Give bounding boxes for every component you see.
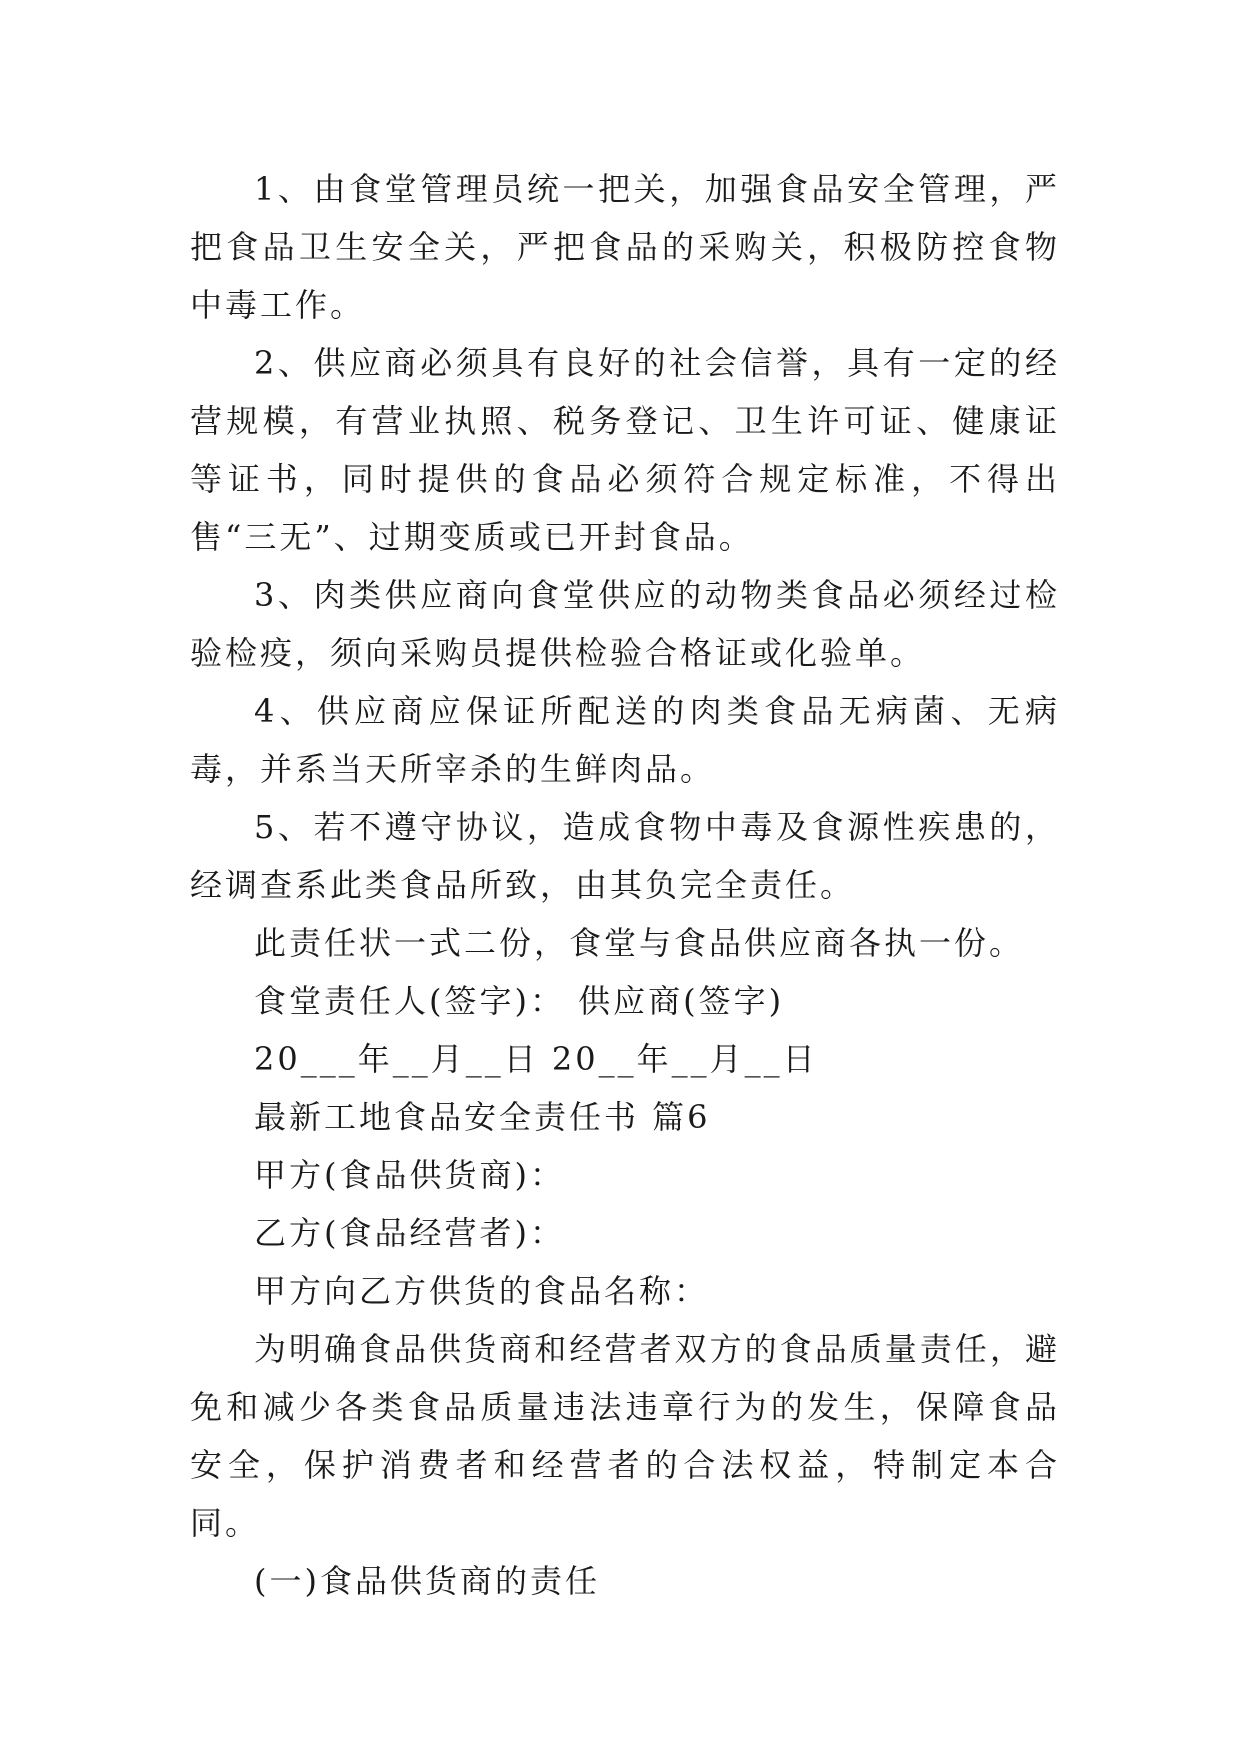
party-a-line: 甲方(食品供货商)： [254,1156,565,1194]
paragraph-5: 5、若不遵守协议，造成食物中毒及食源性疾患的，经调查系此类食品所致，由其负完全责任。 [190,808,1060,904]
subsection-heading: (一)食品供货商的责任 [254,1562,600,1600]
paragraph-4: 4、供应商应保证所配送的肉类食品无病菌、无病毒，并系当天所宰杀的生鲜肉品。 [190,692,1060,788]
date-line: 20___年__月__日 20__年__月__日 [254,1040,818,1078]
document-body [190,160,1060,1610]
signature-line: 食堂责任人(签字)： 供应商(签字) [254,982,785,1020]
paragraph-1: 1、由食堂管理员统一把关，加强食品安全管理，严把食品卫生安全关，严把食品的采购关，积极防控食物中毒工作。 [190,170,1060,324]
paragraph-2: 2、供应商必须具有良好的社会信誉，具有一定的经营规模，有营业执照、税务登记、卫生许可证、健康证等证书，同时提供的食品必须符合规定标准，不得出售“三无”、过期变质或已开封食品。 [190,344,1060,556]
food-name-line: 甲方向乙方供货的食品名称： [254,1272,710,1310]
paragraph-copies: 此责任状一式二份，食堂与食品供应商各执一份。 [254,924,1025,962]
paragraph-3: 3、肉类供应商向食堂供应的动物类食品必须经过检验检疫，须向采购员提供检验合格证或化验单。 [190,576,1060,672]
purpose-paragraph: 为明确食品供货商和经营者双方的食品质量责任，避免和减少各类食品质量违法违章行为的发生，保障食品安全，保护消费者和经营者的合法权益，特制定本合同。 [190,1330,1060,1542]
party-b-line: 乙方(食品经营者)： [254,1214,565,1252]
section-heading: 最新工地食品安全责任书 篇6 [254,1098,711,1136]
